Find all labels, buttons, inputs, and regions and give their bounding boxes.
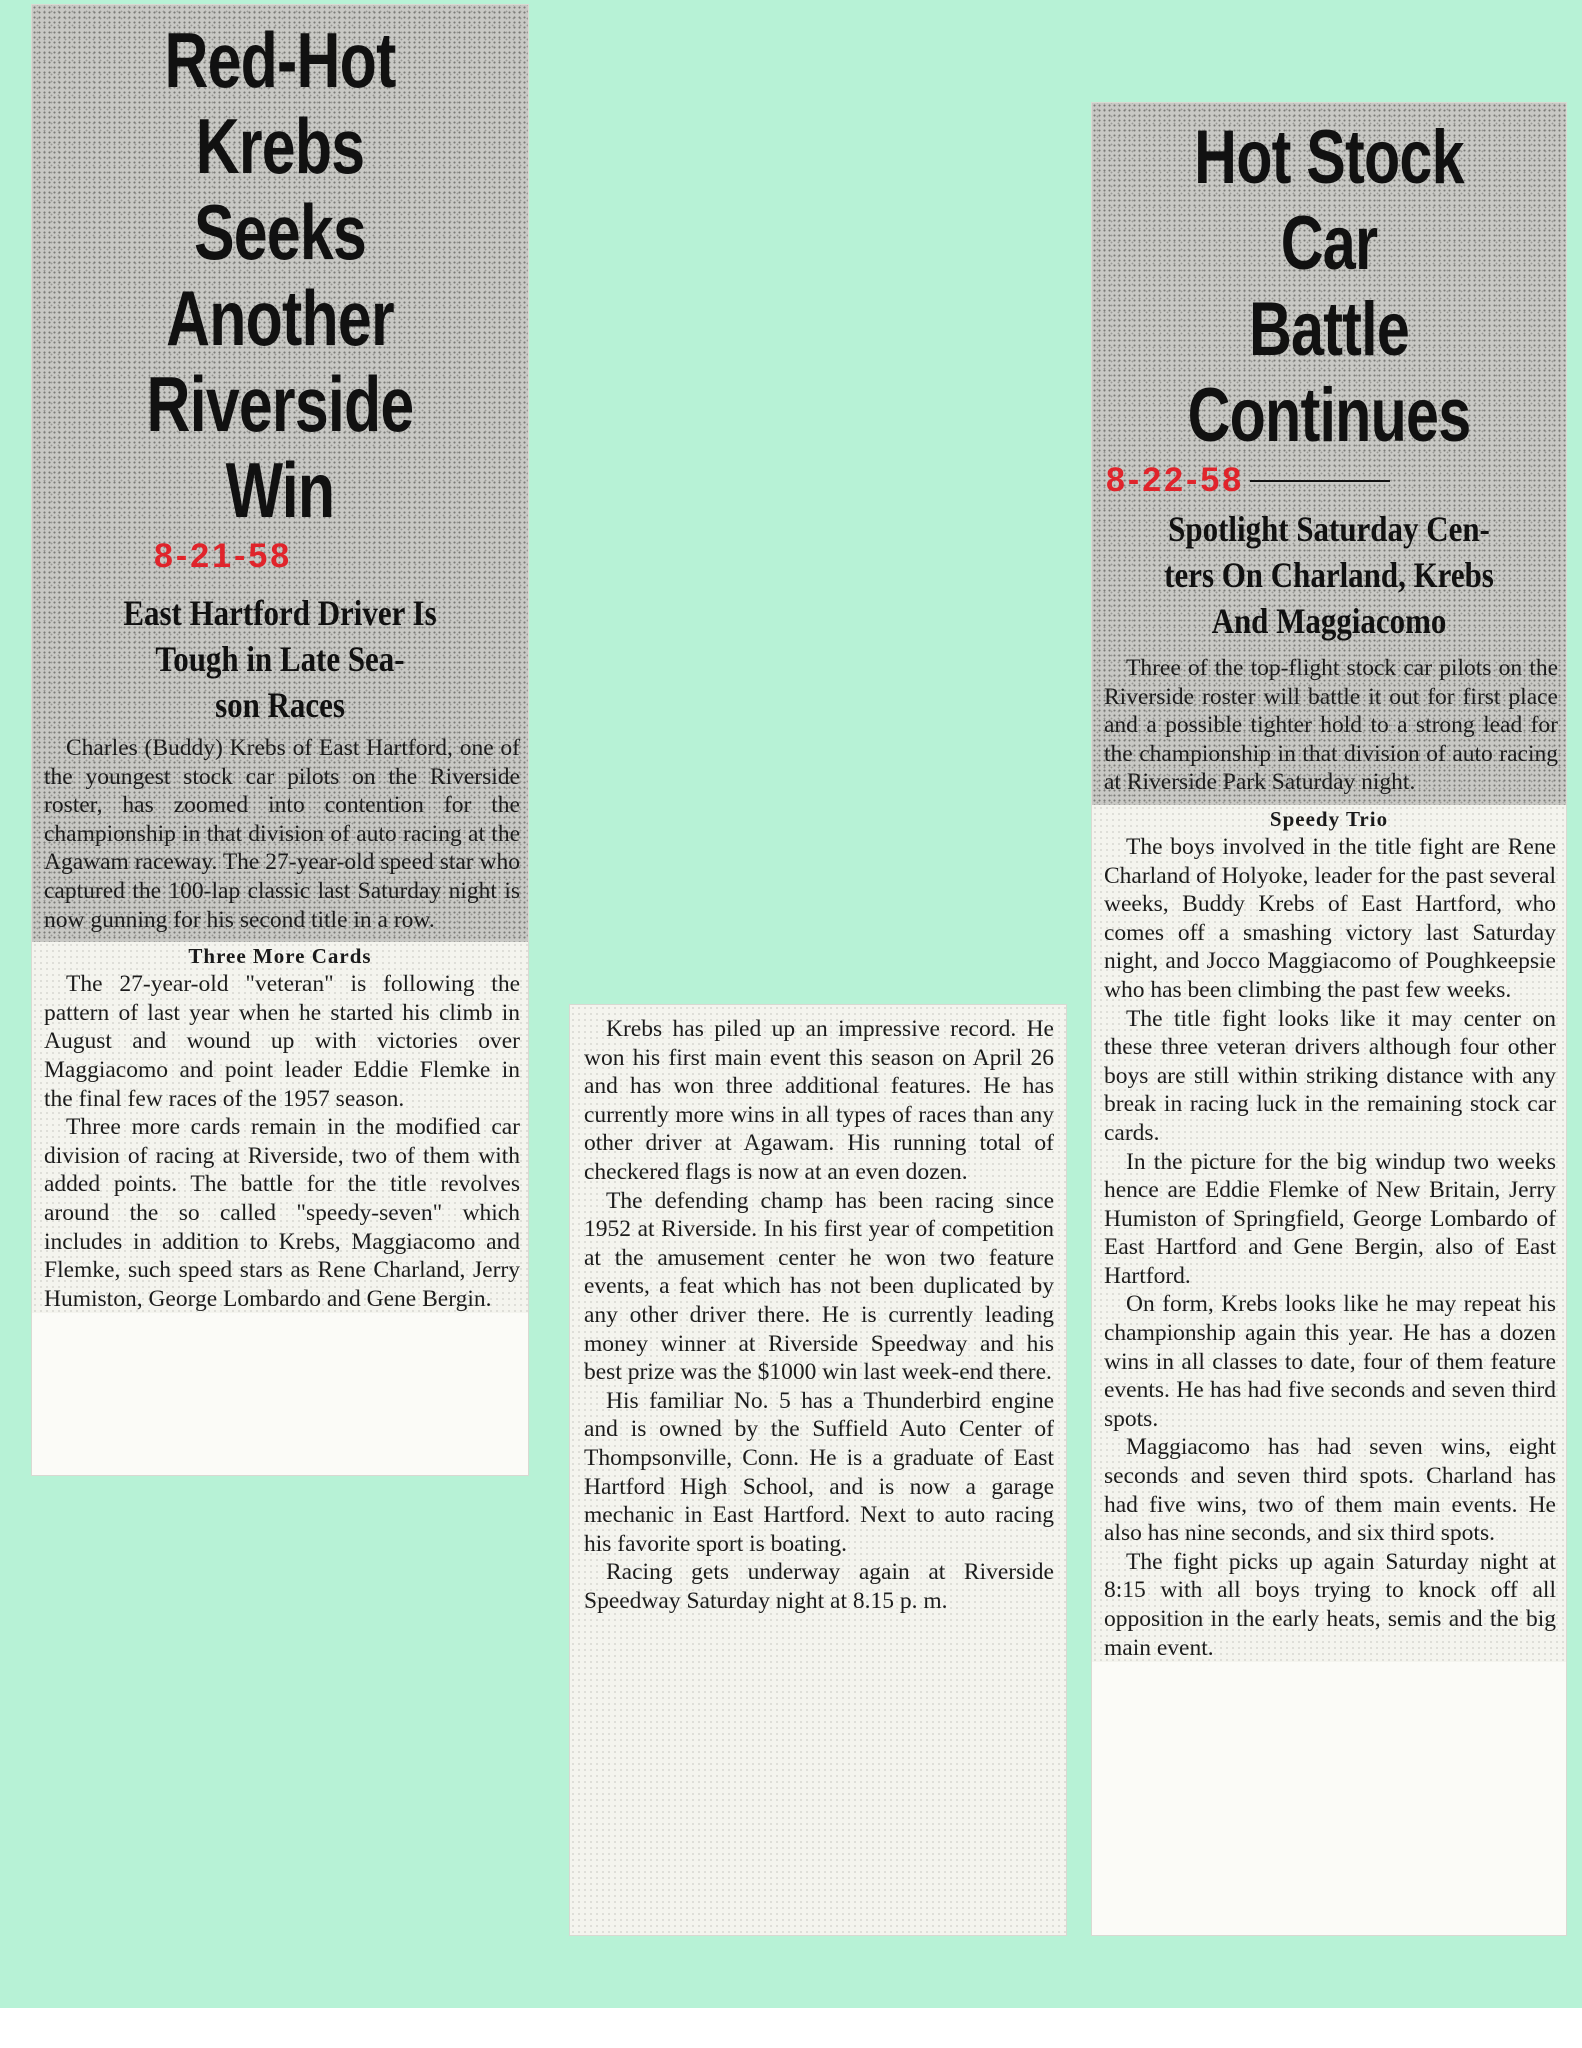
right-date-text: 8-22-58 <box>1106 461 1245 499</box>
left-body <box>32 942 528 1313</box>
left-paragraph: The 27-year-old "veteran" is following the pattern of last year when he started his climb in August and wound up with victories over Maggiacomo and point leader Eddie Flemke in the final few races of the 1957 season. <box>44 971 520 1112</box>
right-paragraph: Three of the top-flight stock car pilots on the Riverside roster will battle it out for first place and a possible tighter hold to a strong lead for the championship in that division of auto racing at Riverside Park Saturday night. <box>1104 655 1558 796</box>
right-headline-area <box>1092 103 1566 805</box>
right-paragraph: The boys involved in the title fight are Rene Charland of Holyoke, leader for the past several weeks, Buddy Krebs of East Hartford, who comes off a smashing victory last Saturday night, and Jocco Maggiacomo of Poughkeepsie who has been climbing the past few weeks. <box>1104 833 1556 1003</box>
right-paragraph: In the picture for the big windup two weeks hence are Eddie Flemke of New Britain, Jerry Humiston of Springfield, George Lombardo of East Hartford and Gene Bergin, also of East Hartford. <box>1104 1148 1556 1289</box>
middle-body-text <box>570 1005 1066 1615</box>
right-paragraph: The title fight looks like it may center on these three veteran drivers although four other boys are still within striking distance with any break in racing luck in the remaining stock car cards. <box>1104 1005 1556 1146</box>
right-lead-text <box>1098 644 1560 797</box>
left-headline-line: Seeks Another <box>166 188 394 362</box>
right-news-clipping <box>1092 103 1566 1935</box>
right-subhead: Speedy Trio <box>1269 806 1389 831</box>
scan-bottom-margin <box>0 2008 1582 2048</box>
left-deck-headline <box>72 590 488 728</box>
middle-news-clipping <box>570 1005 1066 1935</box>
right-headline-line: Hot Stock Car <box>1194 115 1464 286</box>
left-body-text <box>32 970 528 1313</box>
right-headline <box>1149 115 1509 459</box>
left-deck-line: Tough in Late Sea- <box>155 639 405 679</box>
middle-paragraph: Racing gets underway again at Riverside Speedway Saturday night at 8.15 p. m. <box>584 1559 1054 1614</box>
left-news-clipping <box>32 5 528 1475</box>
left-handwritten-date: 8-21-58 <box>154 537 293 575</box>
right-body <box>1092 805 1566 1662</box>
right-deck-line: Spotlight Saturday Cen- <box>1168 509 1490 549</box>
right-deck-line: ters On Charland, Krebs <box>1164 555 1494 595</box>
middle-paragraph: His familiar No. 5 has a Thunderbird engine and is owned by the Suffield Auto Center of Thompsonville, Conn. He is a graduate of East Hartford High School, and is now a garage mechanic in East Hartford. Next to auto racing his favorite sport is boating. <box>584 1387 1054 1557</box>
right-headline-line: Battle Continues <box>1187 287 1471 458</box>
left-headline-line: Red-Hot Krebs <box>164 16 396 190</box>
left-paragraph: Charles (Buddy) Krebs of East Hartford, one of the youngest stock car pilots on the Riverside roster, has zoomed into contention for the championship in that division of auto racing at the Agawam raceway. The 27-year-old speed star who captured the 100-lap classic last Saturday night is now gunning for his second title in a row. <box>44 735 520 933</box>
right-paragraph: On form, Krebs looks like he may repeat his championship again this year. He has a dozen wins in all classes to date, four of them feature events. He has had five seconds and seven third spots. <box>1104 1291 1556 1432</box>
middle-paragraph: Krebs has piled up an impressive record. He won his first main event this season on April 26 and has won three additional features. He has currently more wins in all types of races than any other driver at Agawam. His running total of checkered flags is now at an even dozen. <box>584 1016 1054 1185</box>
right-deck-line: And Maggiacomo <box>1211 601 1447 641</box>
left-deck-line: East Hartford Driver Is <box>123 593 437 633</box>
left-headline-area <box>32 5 528 942</box>
left-lead-text <box>38 728 522 934</box>
date-underline <box>1250 480 1390 482</box>
left-subhead: Three More Cards <box>188 944 372 969</box>
right-paragraph: Maggiacomo has had seven wins, eight seconds and seven third spots. Charland has had five wins, two of them main events. He also has nine seconds, and six third spots. <box>1104 1434 1556 1547</box>
left-deck-line: son Races <box>215 685 345 725</box>
left-headline-line: Riverside Win <box>146 360 414 534</box>
left-paragraph: Three more cards remain in the modified car division of racing at Riverside, two of them with added points. The battle for the title revolves around the so called "speedy-seven" which includes in addition to Krebs, Maggiacomo and Flemke, such speed stars as Rene Charland, Jerry Humiston, George Lombardo and Gene Bergin. <box>44 1114 520 1312</box>
right-paragraph: The fight picks up again Saturday night at 8:15 with all boys trying to knock off all opposition in the early heats, semis and the big main event. <box>1104 1548 1556 1661</box>
right-body-text <box>1092 833 1566 1662</box>
left-headline <box>91 17 469 533</box>
right-handwritten-date <box>1106 461 1560 500</box>
middle-paragraph: The defending champ has been racing since 1952 at Riverside. In his first year of competition at the amusement center he won two feature events, a feat which has not been duplicated by any other driver there. He is currently leading money winner at Riverside Speedway and his best prize was the $1000 win last week-end there. <box>584 1187 1054 1386</box>
right-deck-headline <box>1130 506 1527 644</box>
